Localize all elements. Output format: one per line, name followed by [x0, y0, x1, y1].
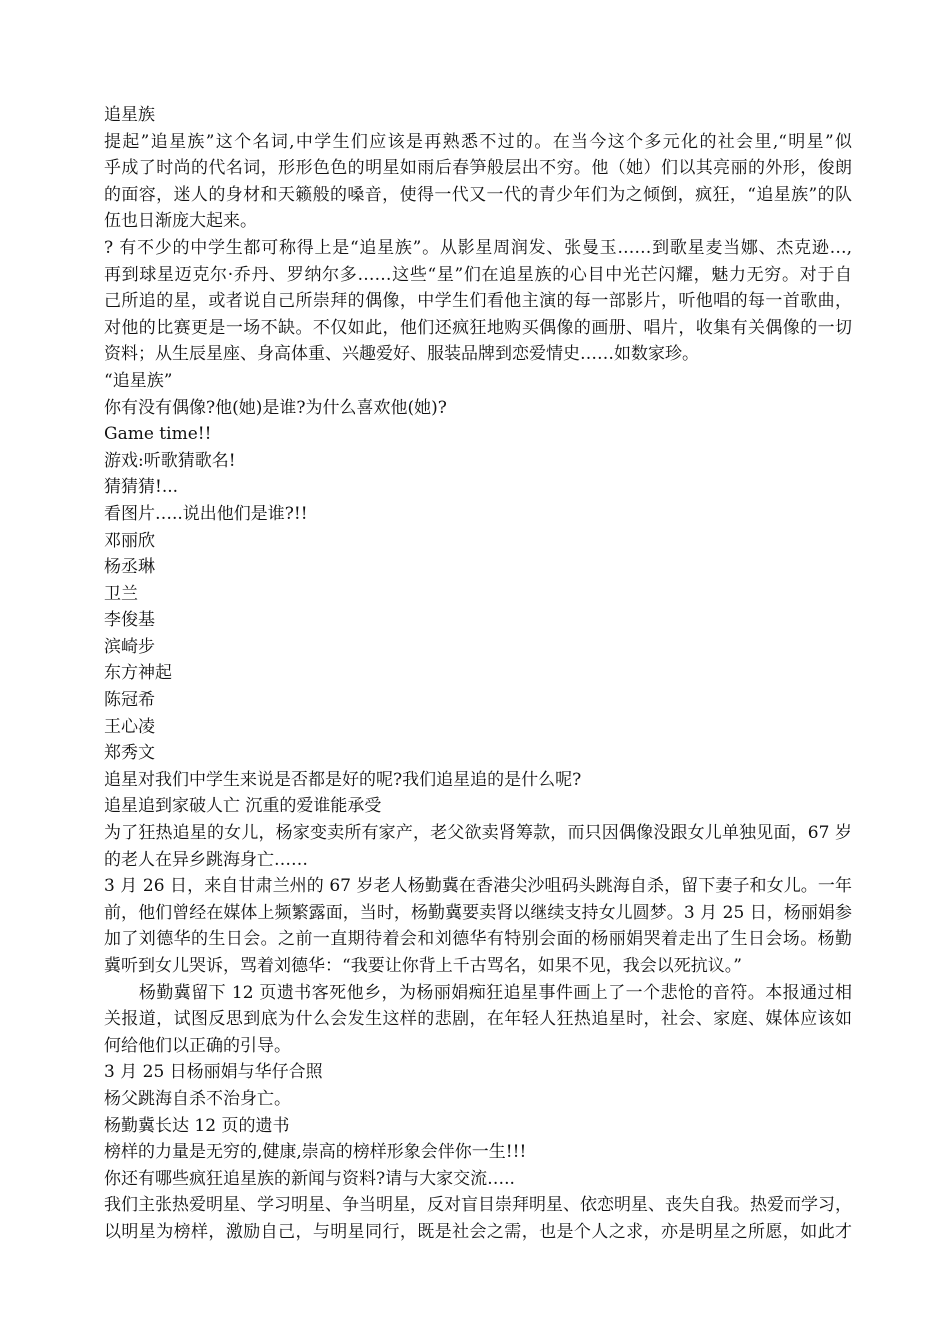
paragraph	[104, 873, 852, 979]
paragraph-line: 追星追到家破人亡 沉重的爱谁能承受	[104, 796, 382, 817]
paragraph	[104, 501, 852, 528]
paragraph-line: 陈冠希	[104, 690, 155, 711]
paragraph-line: 杨勤冀留下 12 页遗书客死他乡，为杨丽娟痴狂追星事件画上了一个悲怆的音符。本报通过相	[104, 982, 852, 1003]
paragraph-line: 你还有哪些疯狂追星族的新闻与资料?请与大家交流…..	[104, 1168, 515, 1189]
paragraph-line: 冀听到女儿哭诉，骂着刘德华：“我要让你背上千古骂名，如果不见，我会以死抗议。”	[104, 956, 742, 976]
paragraph	[104, 793, 852, 820]
paragraph	[104, 714, 852, 741]
paragraph-line: 滨崎步	[104, 636, 155, 657]
paragraph-line: 己所追的星，或者说自己所崇拜的偶像，中学生们看他主演的每一部影片，听他唱的每一首歌曲，	[104, 291, 852, 312]
paragraph-line: 你有没有偶像?他(她)是谁?为什么喜欢他(她)?	[104, 397, 447, 418]
paragraph-line: 3 月 25 日杨丽娟与华仔合照	[104, 1062, 323, 1083]
document-body	[104, 102, 852, 1246]
paragraph-line: 东方神起	[104, 663, 172, 684]
paragraph-line: 追星对我们中学生来说是否都是好的呢?我们追星追的是什么呢?	[104, 769, 582, 790]
paragraph	[104, 1192, 852, 1245]
paragraph	[104, 660, 852, 687]
paragraph-line: 杨丞琳	[104, 557, 155, 578]
paragraph-line: 王心凌	[104, 716, 155, 737]
paragraph	[104, 767, 852, 794]
paragraph	[104, 607, 852, 634]
paragraph-line: 邓丽欣	[104, 530, 155, 551]
paragraph-line: 以明星为榜样，激励自己，与明星同行，既是社会之需，也是个人之求，亦是明星之所愿，如此才	[104, 1221, 852, 1242]
paragraph	[104, 687, 852, 714]
paragraph-line: 游戏:听歌猜歌名!	[104, 450, 236, 471]
paragraph-line: Game time!!	[104, 424, 212, 445]
paragraph-line: 郑秀文	[104, 743, 155, 764]
paragraph-line: 我们主张热爱明星、学习明星、争当明星，反对盲目崇拜明星、依恋明星、丧失自我。热爱而学习，	[104, 1195, 852, 1216]
paragraph-line: 乎成了时尚的代名词，形形色色的明星如雨后春笋般层出不穷。他（她）们以其亮丽的外形，俊朗	[104, 158, 852, 179]
paragraph-line: 杨父跳海自杀不治身亡。	[104, 1088, 291, 1109]
paragraph-line: 看图片…..说出他们是谁?!!	[104, 503, 308, 524]
paragraph-line: 再到球星迈克尔·乔丹、罗纳尔多……这些“星”们在追星族的心目中光芒闪耀，魅力无穷。对于自	[104, 264, 852, 285]
paragraph	[104, 474, 852, 501]
paragraph	[104, 235, 852, 368]
paragraph	[104, 820, 852, 873]
paragraph	[104, 1166, 852, 1193]
paragraph	[104, 1139, 852, 1166]
paragraph-line: 的面容，迷人的身材和天籁般的嗓音，使得一代又一代的青少年们为之倾倒，疯狂，“追星族”的队	[104, 184, 852, 205]
paragraph	[104, 581, 852, 608]
paragraph-line: 的老人在异乡跳海身亡……	[104, 849, 308, 870]
paragraph	[104, 448, 852, 475]
paragraph-line: “追星族”	[104, 370, 173, 391]
paragraph-line: 加了刘德华的生日会。之前一直期待着会和刘德华有特别会面的杨丽娟哭着走出了生日会场。杨勤	[104, 929, 852, 950]
paragraph	[104, 421, 852, 448]
paragraph-line: 卫兰	[104, 583, 138, 604]
paragraph-line: 杨勤冀长达 12 页的遗书	[104, 1115, 290, 1136]
paragraph	[104, 1113, 852, 1140]
paragraph	[104, 554, 852, 581]
paragraph-line: 猜猜猜!...	[104, 477, 179, 498]
paragraph	[104, 368, 852, 395]
paragraph	[104, 395, 852, 422]
paragraph	[104, 129, 852, 235]
paragraph-line: 伍也日渐庞大起来。	[104, 211, 257, 232]
paragraph-line: 提起”追星族”这个名词,中学生们应该是再熟悉不过的。在当今这个多元化的社会里,“明星”似	[104, 131, 852, 152]
paragraph-line: 前，他们曾经在媒体上频繁露面，当时，杨勤冀要卖肾以继续支持女儿圆梦。3 月 25 日，杨丽娟参	[104, 902, 852, 923]
paragraph-line: 为了狂热追星的女儿，杨家变卖所有家产，老父欲卖肾筹款，而只因偶像没跟女儿单独见面，67 岁	[104, 823, 852, 844]
paragraph-line: ? 有不少的中学生都可称得上是“追星族”。从影星周润发、张曼玉……到歌星麦当娜、杰克逊…,	[104, 237, 852, 258]
paragraph-line: 关报道，试图反思到底为什么会发生这样的悲剧，在年轻人狂热追星时，社会、家庭、媒体应该如	[104, 1009, 852, 1030]
paragraph	[104, 634, 852, 661]
document-title: 追星族	[104, 105, 155, 125]
paragraph	[104, 1059, 852, 1086]
paragraph-line: 榜样的力量是无穷的,健康,崇高的榜样形象会伴你一生!!!	[104, 1142, 527, 1163]
paragraph	[104, 740, 852, 767]
paragraph	[104, 528, 852, 555]
paragraph	[104, 1086, 852, 1113]
paragraph-line: 资料；从生辰星座、身高体重、兴趣爱好、服装品牌到恋爱情史……如数家珍。	[104, 344, 699, 365]
paragraph	[104, 980, 852, 1060]
paragraph-line: 3 月 26 日，来自甘肃兰州的 67 岁老人杨勤冀在香港尖沙咀码头跳海自杀，留下妻子和女儿。一年	[104, 876, 852, 897]
paragraph-line: 何给他们以正确的引导。	[104, 1035, 291, 1056]
paragraph-line: 对他的比赛更是一场不缺。不仅如此，他们还疯狂地购买偶像的画册、唱片，收集有关偶像的一切	[104, 317, 852, 338]
paragraph-line: 李俊基	[104, 610, 155, 631]
